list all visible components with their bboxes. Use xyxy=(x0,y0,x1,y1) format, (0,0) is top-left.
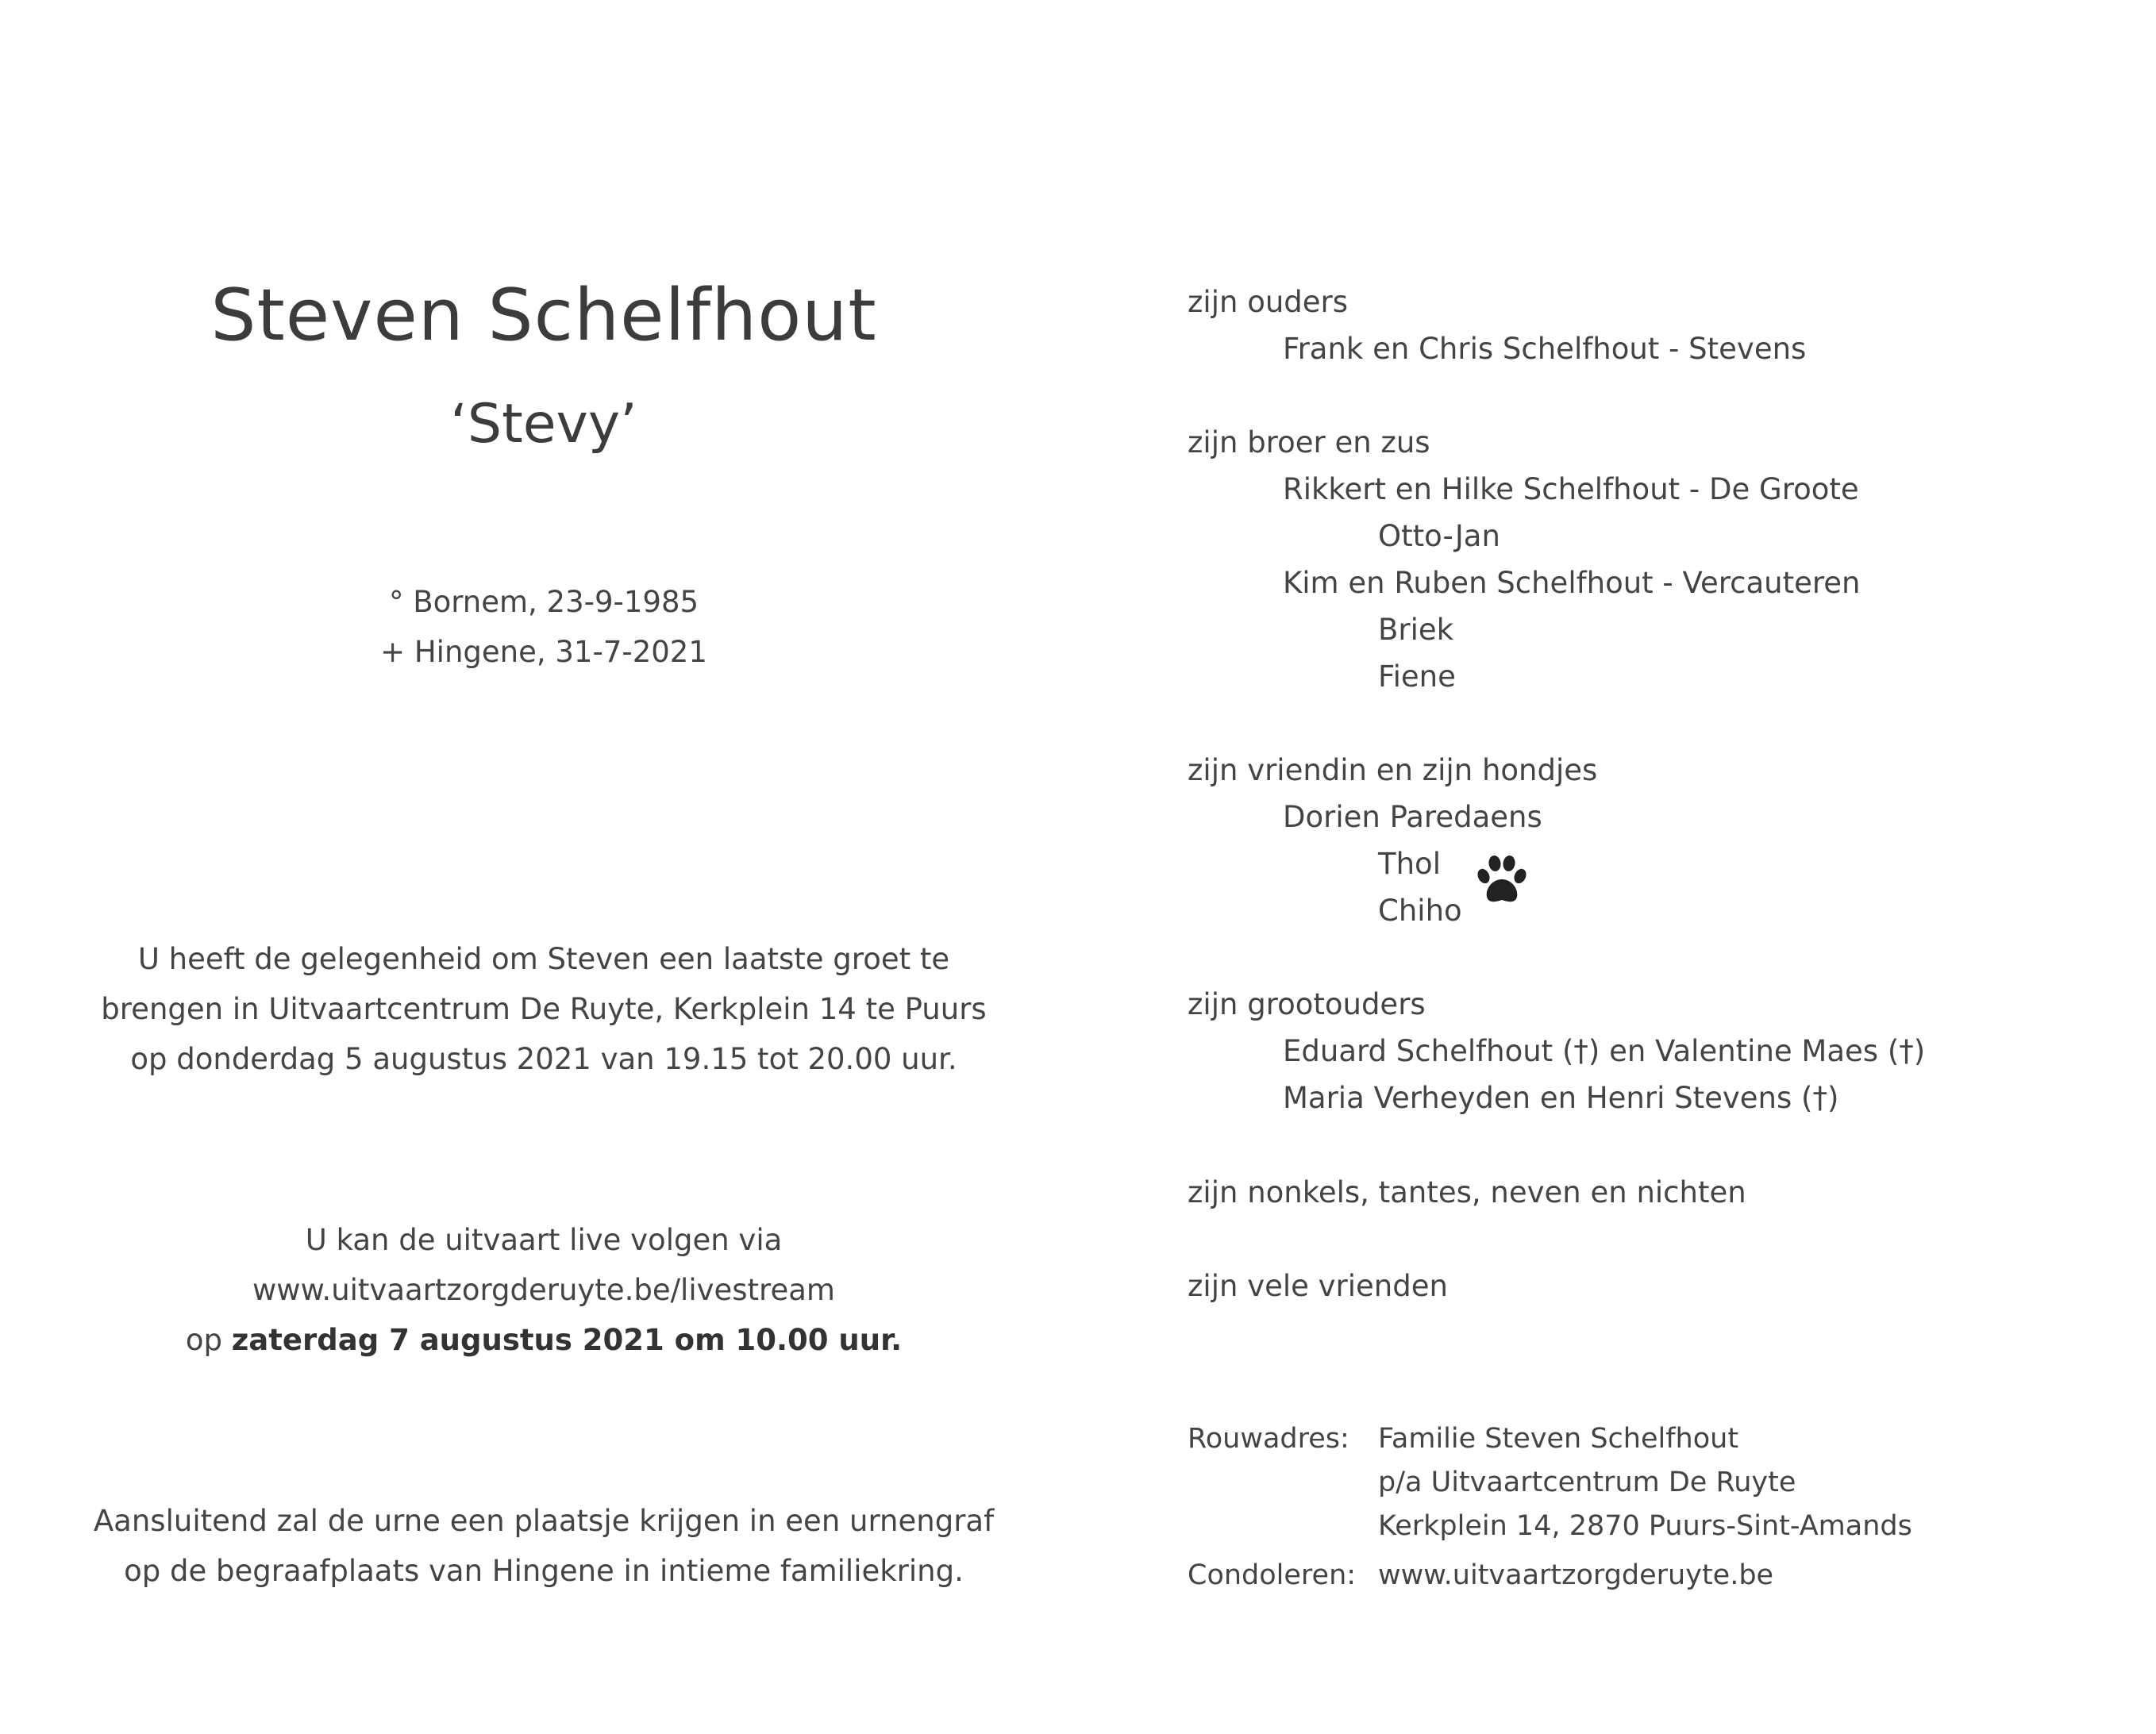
condolence-label: Condoleren: xyxy=(1188,1559,1357,1591)
address-line-1: Familie Steven Schelfhout xyxy=(1378,1423,1739,1455)
sibling-2-child-1: Briek xyxy=(1378,613,1454,647)
relatives-label: zijn nonkels, tantes, neven en nichten xyxy=(1188,1175,1746,1209)
siblings-label: zijn broer en zus xyxy=(1188,425,1430,459)
grandparents-label: zijn grootouders xyxy=(1188,987,1426,1021)
sibling-2-child-2: Fiene xyxy=(1378,659,1456,694)
parents: Frank en Chris Schelfhout - Stevens xyxy=(1283,332,1807,366)
sibling-2: Kim en Ruben Schelfhout - Vercauteren xyxy=(1283,566,1861,600)
grandparents-1: Eduard Schelfhout (†) en Valentine Maes (†) xyxy=(1283,1034,1926,1068)
deceased-name: Steven Schelfhout xyxy=(210,274,877,357)
viewing-line-1: U heeft de gelegenheid om Steven een laatste groet te xyxy=(137,942,950,976)
partner-label: zijn vriendin en zijn hondjes xyxy=(1188,753,1598,787)
death-line: + Hingene, 31-7-2021 xyxy=(380,635,707,669)
livestream-date: zaterdag 7 augustus 2021 om 10.00 uur. xyxy=(231,1323,903,1357)
viewing-line-3: op donderdag 5 augustus 2021 van 19.15 tot 20.00 uur. xyxy=(130,1042,957,1076)
paw-print-icon xyxy=(1473,852,1530,909)
address-line-3: Kerkplein 14, 2870 Puurs-Sint-Amands xyxy=(1378,1510,1912,1542)
dog-2: Chiho xyxy=(1378,894,1462,928)
friends-label: zijn vele vrienden xyxy=(1188,1269,1448,1303)
address-label: Rouwadres: xyxy=(1188,1423,1349,1455)
nickname: ‘Stevy’ xyxy=(450,393,637,456)
livestream-line-3 xyxy=(0,1325,1088,1355)
livestream-prefix: op xyxy=(185,1323,232,1357)
condolence-url: www.uitvaartzorgderuyte.be xyxy=(1378,1559,1774,1591)
grandparents-2: Maria Verheyden en Henri Stevens (†) xyxy=(1283,1081,1839,1115)
partner: Dorien Paredaens xyxy=(1283,800,1542,834)
sibling-1-child: Otto-Jan xyxy=(1378,519,1500,553)
birth-line: ° Bornem, 23-9-1985 xyxy=(388,585,699,619)
parents-label: zijn ouders xyxy=(1188,285,1349,319)
burial-line-1: Aansluitend zal de urne een plaatsje krijgen in een urnengraf xyxy=(93,1504,995,1538)
burial-line-2: op de begraafplaats van Hingene in intieme familiekring. xyxy=(124,1554,964,1588)
livestream-url: www.uitvaartzorgderuyte.be/livestream xyxy=(252,1273,835,1307)
address-line-2: p/a Uitvaartcentrum De Ruyte xyxy=(1378,1467,1796,1498)
viewing-line-2: brengen in Uitvaartcentrum De Ruyte, Kerkplein 14 te Puurs xyxy=(101,992,987,1026)
dog-1: Thol xyxy=(1378,847,1441,881)
livestream-line-1: U kan de uitvaart live volgen via xyxy=(305,1223,783,1257)
sibling-1: Rikkert en Hilke Schelfhout - De Groote xyxy=(1283,472,1859,506)
